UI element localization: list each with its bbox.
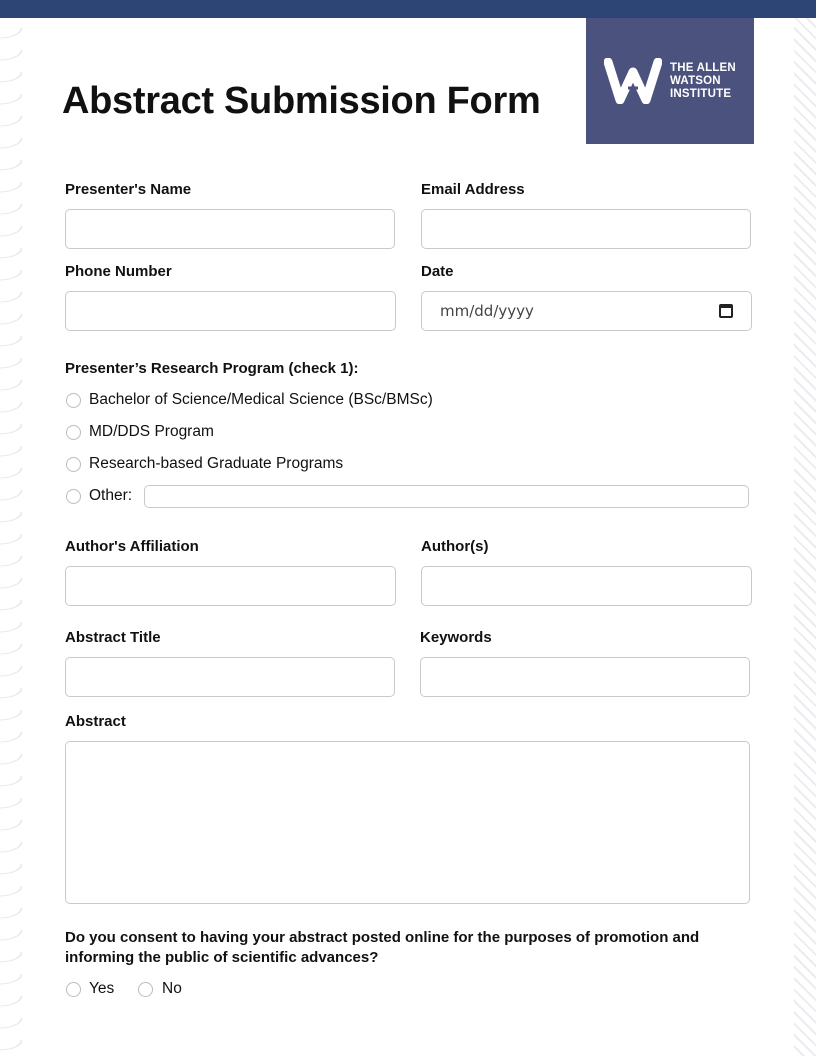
program-radio-md[interactable] <box>66 425 81 440</box>
program-other-input[interactable] <box>144 485 749 508</box>
keywords-input[interactable] <box>420 657 750 697</box>
decorative-right-pattern <box>794 18 816 1056</box>
affiliation-input[interactable] <box>65 566 396 606</box>
affiliation-label: Author's Affiliation <box>65 538 199 555</box>
authors-label: Author(s) <box>421 538 489 555</box>
program-option-bsc: Bachelor of Science/Medical Science (BSc/BMSc) <box>89 391 433 408</box>
abstract-label: Abstract <box>65 713 126 730</box>
consent-question-line: Do you consent to having your abstract posted online for the purposes of promotion and <box>65 929 700 946</box>
abstract-title-label: Abstract Title <box>65 629 161 646</box>
program-option-other: Other: <box>89 487 133 504</box>
institute-logo <box>586 18 754 144</box>
page-title: Abstract Submission Form <box>62 80 541 122</box>
logo-text: THE ALLEN <box>670 61 736 74</box>
decorative-left-pattern <box>0 18 22 1056</box>
program-radio-bsc[interactable] <box>66 393 81 408</box>
top-bar <box>0 0 816 18</box>
logo-text: WATSON <box>670 74 721 87</box>
program-option-md: MD/DDS Program <box>89 423 214 440</box>
program-radio-other[interactable] <box>66 489 81 504</box>
program-radio-graduate[interactable] <box>66 457 81 472</box>
date-label: Date <box>421 263 454 280</box>
consent-option-yes: Yes <box>89 980 115 997</box>
phone-input[interactable] <box>65 291 396 331</box>
presenter-name-input[interactable] <box>65 209 395 249</box>
consent-radio-no[interactable] <box>138 982 153 997</box>
program-label: Presenter’s Research Program (check 1): <box>65 360 359 377</box>
consent-question-line: informing the public of scientific advances? <box>65 949 379 966</box>
date-placeholder: mm/dd/yyyy <box>440 302 534 320</box>
phone-label: Phone Number <box>65 263 172 280</box>
presenter-name-label: Presenter's Name <box>65 181 192 198</box>
date-input[interactable] <box>421 291 752 331</box>
abstract-textarea[interactable] <box>65 741 750 904</box>
abstract-title-input[interactable] <box>65 657 395 697</box>
logo-mark-icon <box>604 58 662 104</box>
email-label: Email Address <box>421 181 525 198</box>
consent-option-no: No <box>162 980 182 997</box>
program-option-graduate: Research-based Graduate Programs <box>89 455 344 472</box>
email-input[interactable] <box>421 209 751 249</box>
consent-radio-yes[interactable] <box>66 982 81 997</box>
keywords-label: Keywords <box>420 629 492 646</box>
logo-text: INSTITUTE <box>670 87 732 100</box>
consent-question <box>65 928 699 968</box>
authors-input[interactable] <box>421 566 752 606</box>
calendar-icon[interactable] <box>719 304 733 318</box>
